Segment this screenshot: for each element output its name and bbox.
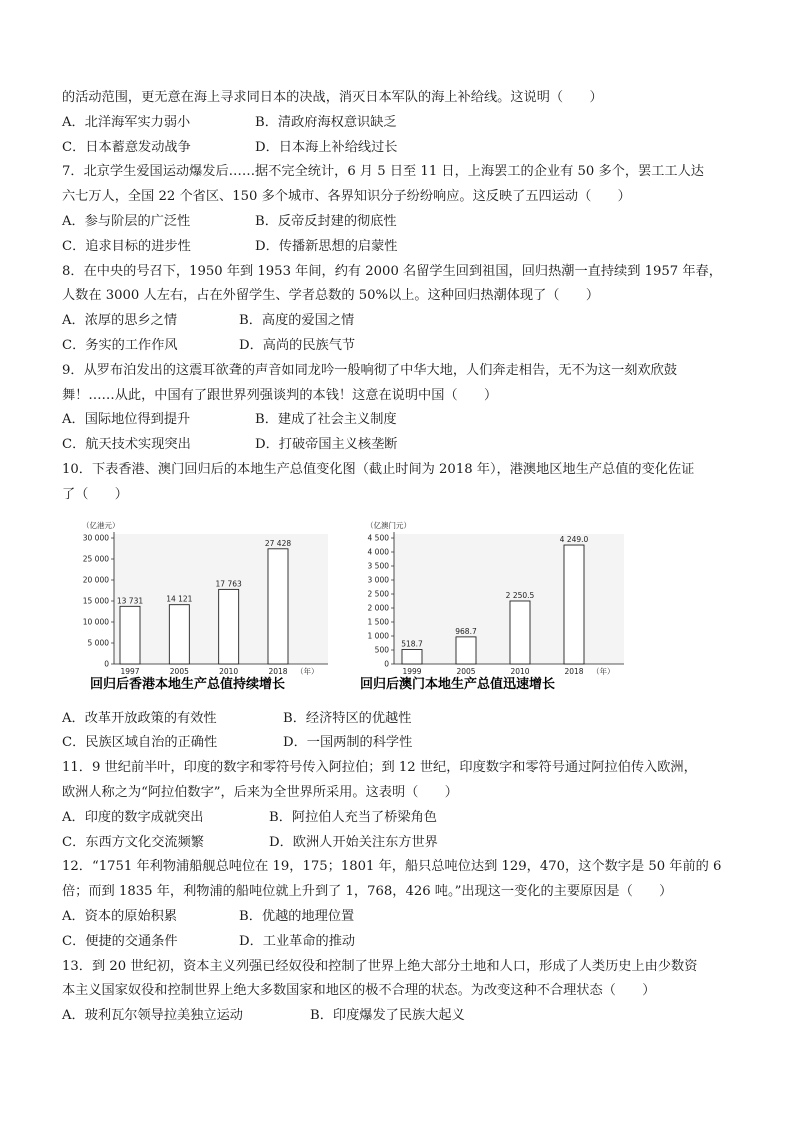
q8-options-row1 [62, 309, 734, 334]
hk-gdp-chart-svg [70, 516, 340, 701]
q9-options-row2 [62, 433, 734, 458]
q6-option-d: D．日本海上补给线过长 [255, 139, 398, 155]
y-unit-label: （亿港元） [82, 520, 120, 530]
q7-stem-line2: 六七万人，全国 22 个省区、150 多个城市、各界知识分子纷纷响应。这反映了五四运动（ ） [62, 189, 631, 205]
q8-option-d: D．高尚的民族气节 [239, 337, 356, 353]
q7-option-a: A．参与阶层的广泛性 [62, 213, 191, 229]
q6-option-a: A．北洋海军实力弱小 [62, 114, 191, 130]
q13-stem-line1: 13．到 20 世纪初，资本主义列强已经奴役和控制了世界上绝大部分土地和人口，形成了人类历史上由少数资 [62, 958, 698, 974]
bar-value-label: 14 121 [166, 594, 193, 604]
q11-option-c: C．东西方文化交流频繁 [62, 834, 204, 850]
q10-options-row1 [62, 707, 734, 732]
y-tick-label: 3 000 [367, 575, 389, 585]
chart-caption: 回归后澳门本地生产总值迅速增长 [360, 676, 556, 692]
q6-option-c: C．日本蓄意发动战争 [62, 139, 191, 155]
q13-option-a: A．玻利瓦尔领导拉美独立运动 [62, 1008, 243, 1024]
q12-option-a: A．资本的原始积累 [62, 908, 178, 924]
q11-stem-line1: 11．9 世纪前半叶，印度的数字和零符号传入阿拉伯；到 12 世纪，印度数字和零符号通过阿拉伯传入欧洲， [62, 760, 697, 776]
q10-option-b: B．经济特区的优越性 [283, 710, 412, 726]
x-tick-label: 2018 [564, 666, 584, 676]
q8-option-b: B．高度的爱国之情 [239, 313, 355, 329]
exam-page [62, 86, 734, 1029]
q11-option-b: B．阿拉伯人充当了桥梁角色 [269, 809, 437, 825]
macau-gdp-chart-svg [352, 516, 632, 701]
bar-value-label: 2 250.5 [505, 590, 535, 600]
q7-options-row1 [62, 210, 734, 235]
x-unit-label: （年） [592, 666, 615, 676]
q6-stem-tail: 的活动范围，更无意在海上寻求同日本的决战，消灭日本军队的海上补给线。这说明（ ） [62, 90, 603, 105]
bar [120, 606, 140, 664]
q8-option-c: C．务实的工作作风 [62, 337, 178, 353]
y-tick-label: 1 000 [367, 631, 389, 641]
x-tick-label: 1997 [120, 666, 140, 676]
bar [169, 604, 189, 663]
bar [402, 649, 422, 664]
y-tick-label: 0 [384, 659, 389, 669]
q11-options-row2 [62, 831, 734, 856]
q13-option-b: B．印度爆发了民族大起义 [310, 1008, 465, 1024]
y-tick-label: 500 [374, 645, 389, 655]
q9-stem-line1: 9．从罗布泊发出的这震耳欲聋的声音如同龙吟一般响彻了中华大地，人们奔走相告，无不为这一刻欢欣鼓 [62, 362, 678, 378]
q9-stem-line2: 舞！……从此，中国有了跟世界列强谈判的本钱！这意在说明中国（ ） [62, 387, 498, 403]
q6-options-row2 [62, 136, 734, 161]
bar [510, 601, 530, 664]
y-tick-label: 4 500 [367, 533, 389, 543]
bar [564, 545, 584, 664]
q12-stem-line1: 12．“1751 年利物浦船舰总吨位在 19，175；1801 年，船只总吨位达到 129，470，这个数字是 50 年前的 6 [62, 859, 722, 875]
x-tick-label: 1999 [402, 666, 422, 676]
y-tick-label: 3 500 [367, 561, 389, 571]
y-tick-label: 0 [104, 659, 109, 669]
bar-value-label: 518.7 [401, 639, 423, 649]
y-tick-label: 2 500 [367, 589, 389, 599]
bar-value-label: 17 763 [215, 578, 242, 588]
q7-option-d: D．传播新思想的启蒙性 [255, 238, 398, 254]
y-tick-label: 15 000 [82, 596, 109, 606]
q10-options-row2 [62, 731, 734, 756]
q9-option-b: B．建成了社会主义制度 [255, 412, 397, 428]
q10-option-a: A．改革开放政策的有效性 [62, 710, 217, 726]
q10-stem-line2: 了（ ） [62, 486, 128, 502]
q12-option-c: C．便捷的交通条件 [62, 933, 178, 949]
bar-value-label: 4 249.0 [559, 534, 589, 544]
q9-option-a: A．国际地位得到提升 [62, 412, 191, 428]
q9-option-c: C．航天技术实现突出 [62, 437, 191, 453]
q10-figure [62, 516, 734, 701]
q7-options-row2 [62, 235, 734, 260]
q6-options-row1 [62, 111, 734, 136]
y-unit-label: （亿澳门元） [366, 520, 411, 530]
chart-caption: 回归后香港本地生产总值持续增长 [90, 676, 286, 692]
bar [456, 636, 476, 663]
bar [219, 589, 239, 664]
q11-option-a: A．印度的数字成就突出 [62, 809, 204, 825]
q10-stem-line1: 10．下表香港、澳门回归后的本地生产总值变化图（截止时间为 2018 年），港澳地区地生产总值的变化佐证 [62, 461, 695, 477]
x-tick-label: 2005 [456, 666, 476, 676]
q11-option-d: D．欧洲人开始关注东方世界 [269, 834, 438, 850]
y-tick-label: 25 000 [82, 554, 109, 564]
q7-stem-line1: 7．北京学生爱国运动爆发后……据不完全统计，6 月 5 日至 11 日，上海罢工的企业有 50 多个，罢工工人达 [62, 164, 704, 180]
q8-stem-line1: 8．在中央的号召下，1950 年到 1953 年间，约有 2000 名留学生回到祖国，回归热潮一直持续到 1957 年春， [62, 263, 722, 279]
bar-value-label: 27 428 [264, 538, 292, 548]
x-unit-label: （年） [296, 666, 319, 676]
q6-option-b: B．清政府海权意识缺乏 [255, 114, 397, 130]
q11-stem-line2: 欧洲人称之为“阿拉伯数字”，后来为全世界所采用。这表明（ ） [62, 784, 458, 800]
q8-options-row2 [62, 334, 734, 359]
y-tick-label: 20 000 [82, 575, 109, 585]
q12-option-d: D．工业革命的推动 [239, 933, 356, 949]
q12-stem-line2: 倍；而到 1835 年，利物浦的船吨位就上升到了 1，768，426 吨。”出现这一变化的主要原因是（ ） [62, 884, 673, 900]
q7-option-c: C．追求目标的进步性 [62, 238, 191, 254]
q11-options-row1 [62, 806, 734, 831]
q9-option-d: D．打破帝国主义核垄断 [255, 437, 398, 453]
q12-options-row2 [62, 930, 734, 955]
q9-options-row1 [62, 408, 734, 433]
q10-option-c: C．民族区域自治的正确性 [62, 735, 218, 751]
q10-option-d: D．一国两制的科学性 [283, 735, 413, 751]
q13-options-row1 [62, 1004, 734, 1029]
q7-option-b: B．反帝反封建的彻底性 [255, 213, 397, 229]
y-tick-label: 2 000 [367, 603, 389, 613]
macau-gdp-chart [352, 516, 632, 701]
hk-gdp-chart [70, 516, 340, 701]
q12-options-row1 [62, 905, 734, 930]
x-tick-label: 2010 [219, 666, 239, 676]
bar [268, 548, 288, 663]
bar-value-label: 13 731 [116, 595, 144, 605]
x-tick-label: 2010 [510, 666, 530, 676]
q13-stem-line2: 本主义国家奴役和控制世界上绝大多数国家和地区的极不合理的状态。为改变这种不合理状态（ ） [62, 983, 656, 999]
y-tick-label: 4 000 [367, 547, 389, 557]
q8-option-a: A．浓厚的思乡之情 [62, 313, 178, 329]
y-tick-label: 5 000 [87, 638, 109, 648]
y-tick-label: 10 000 [82, 617, 109, 627]
y-tick-label: 1 500 [367, 617, 389, 627]
x-tick-label: 2005 [169, 666, 189, 676]
bar-value-label: 968.7 [455, 626, 477, 636]
x-tick-label: 2018 [268, 666, 288, 676]
y-tick-label: 30 000 [82, 533, 109, 543]
q8-stem-line2: 人数在 3000 人左右，占在外留学生、学者总数的 50%以上。这种回归热潮体现了（ ） [62, 288, 600, 304]
q12-option-b: B．优越的地理位置 [239, 908, 355, 924]
